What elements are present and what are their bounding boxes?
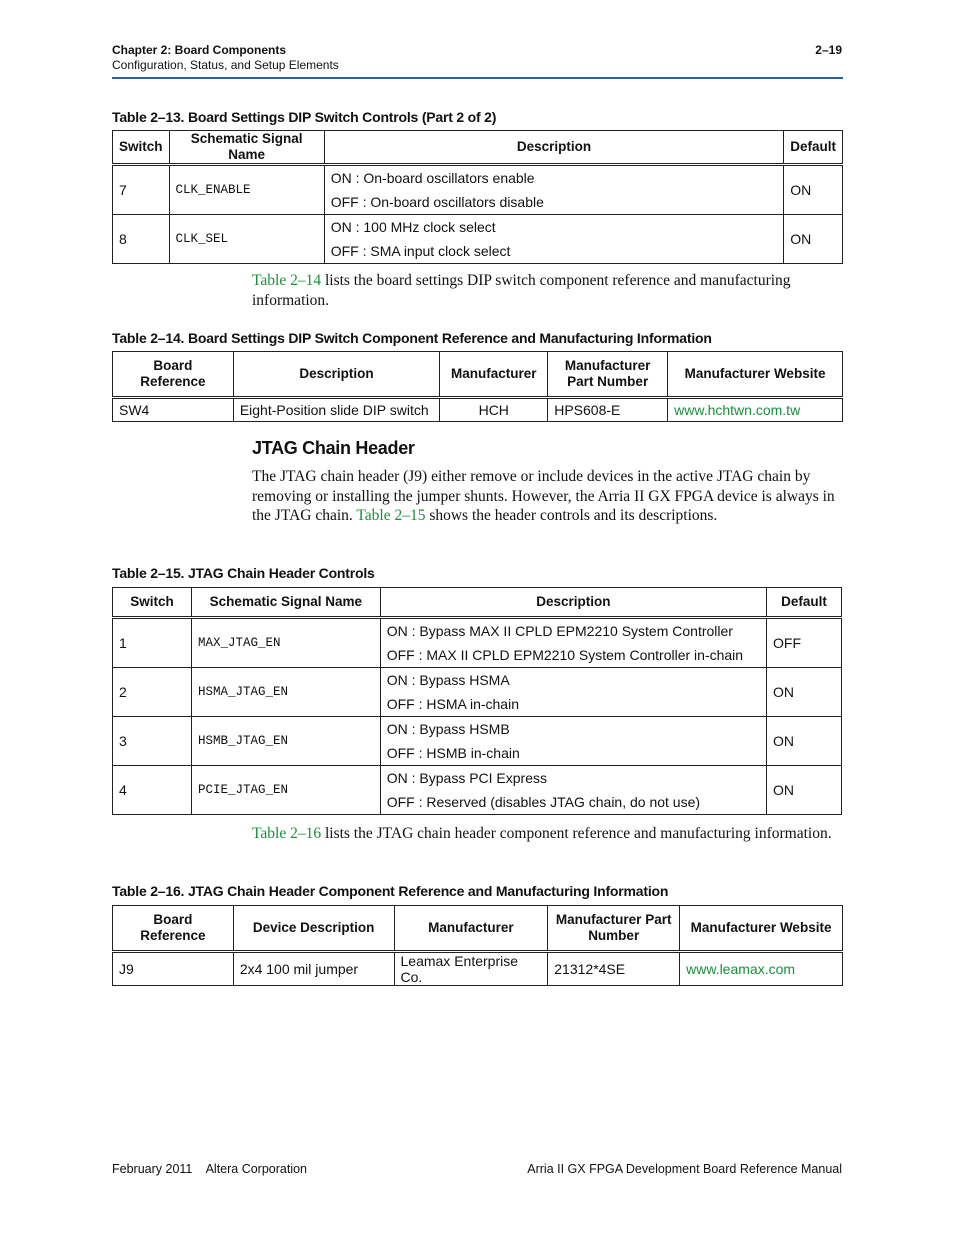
col-header: Manufacturer Part Number <box>548 906 680 952</box>
switch-cell: 3 <box>113 717 192 766</box>
table-row <box>113 766 842 815</box>
table-row <box>113 618 842 668</box>
table-row <box>113 215 843 264</box>
website-cell <box>668 398 843 422</box>
default-cell: ON <box>784 165 843 215</box>
col-header: Manufacturer <box>394 906 548 952</box>
table-2-13 <box>112 130 843 264</box>
table-row <box>113 398 843 422</box>
col-header: Schematic Signal Name <box>191 588 380 618</box>
table-row <box>113 165 843 215</box>
paragraph-jtag-description <box>252 467 844 526</box>
description-cell <box>324 215 784 264</box>
manufacturer-cell: HCH <box>440 398 548 422</box>
table-row <box>113 952 843 986</box>
signal-cell: HSMB_JTAG_EN <box>191 717 380 766</box>
board-reference-cell: J9 <box>113 952 234 986</box>
default-cell: OFF <box>767 618 842 668</box>
manufacturer-cell: Leamax Enterprise Co. <box>394 952 548 986</box>
signal-cell: CLK_SEL <box>169 215 324 264</box>
section-subtitle: Configuration, Status, and Setup Elements <box>112 58 339 72</box>
col-header: Description <box>380 588 766 618</box>
table-caption-2-14: Table 2–14. Board Settings DIP Switch Component Reference and Manufacturing Information <box>112 330 712 346</box>
description-cell <box>380 717 766 766</box>
col-header: Default <box>784 131 843 165</box>
description-cell <box>380 668 766 717</box>
desc-off: OFF : MAX II CPLD EPM2210 System Controller in-chain <box>386 647 744 663</box>
table-2-14 <box>112 351 843 422</box>
part-number-cell: 21312*4SE <box>548 952 680 986</box>
col-header: Manufacturer Part Number <box>548 352 668 398</box>
paragraph-text: The JTAG chain header (J9) either remove or include devices in the active JTAG chain by removing or installing the jumper shunts. However, the Arria II GX FPGA device is always in the JTAG chain. <box>252 468 835 525</box>
switch-cell: 8 <box>113 215 170 264</box>
paragraph-text: lists the board settings DIP switch component reference and manufacturing information. <box>252 272 791 309</box>
website-cell <box>680 952 843 986</box>
table-caption-2-13: Table 2–13. Board Settings DIP Switch Controls (Part 2 of 2) <box>112 109 497 125</box>
col-header: Manufacturer Website <box>680 906 843 952</box>
col-header: Schematic Signal Name <box>169 131 324 165</box>
default-cell: ON <box>767 668 842 717</box>
footer-left: February 2011 Altera Corporation <box>112 1162 308 1176</box>
switch-cell: 1 <box>113 618 192 668</box>
col-header: Manufacturer Website <box>668 352 843 398</box>
default-cell: ON <box>767 717 842 766</box>
switch-cell: 4 <box>113 766 192 815</box>
signal-cell: PCIE_JTAG_EN <box>191 766 380 815</box>
table-2-15 <box>112 587 842 815</box>
table-2-16-link[interactable]: Table 2–16 <box>252 825 322 842</box>
table-2-14-link[interactable]: Table 2–14 <box>252 272 322 289</box>
signal-cell: CLK_ENABLE <box>169 165 324 215</box>
desc-off: OFF : On-board oscillators disable <box>330 194 544 210</box>
signal-cell: MAX_JTAG_EN <box>191 618 380 668</box>
table-caption-2-15: Table 2–15. JTAG Chain Header Controls <box>112 565 375 581</box>
table-2-16 <box>112 905 843 986</box>
desc-on: ON : On-board oscillators enable <box>330 170 535 186</box>
desc-on: ON : Bypass PCI Express <box>386 770 548 786</box>
section-heading: JTAG Chain Header <box>252 438 415 458</box>
col-header: Default <box>767 588 842 618</box>
switch-cell: 7 <box>113 165 170 215</box>
signal-cell: HSMA_JTAG_EN <box>191 668 380 717</box>
col-header: Device Description <box>233 906 394 952</box>
description-cell: Eight-Position slide DIP switch <box>233 398 439 422</box>
desc-on: ON : 100 MHz clock select <box>330 219 496 235</box>
description-cell <box>380 618 766 668</box>
table-row <box>113 717 842 766</box>
col-header: Manufacturer <box>440 352 548 398</box>
desc-off: OFF : Reserved (disables JTAG chain, do not use) <box>386 794 701 810</box>
desc-off: OFF : HSMA in-chain <box>386 696 519 712</box>
col-header: Board Reference <box>113 906 234 952</box>
footer-right: Arria II GX FPGA Development Board Reference Manual <box>527 1162 842 1176</box>
desc-off: OFF : HSMB in-chain <box>386 745 520 761</box>
part-number-cell: HPS608-E <box>548 398 668 422</box>
paragraph-text: lists the JTAG chain header component reference and manufacturing information. <box>321 825 832 842</box>
desc-on: ON : Bypass HSMB <box>386 721 510 737</box>
manufacturer-website-link[interactable]: www.leamax.com <box>686 961 796 977</box>
paragraph-table-2-16-intro <box>252 824 844 844</box>
table-row <box>113 668 842 717</box>
desc-on: ON : Bypass HSMA <box>386 672 510 688</box>
paragraph-text: shows the header controls and its descriptions. <box>425 507 718 525</box>
switch-cell: 2 <box>113 668 192 717</box>
table-2-15-link[interactable]: Table 2–15 <box>356 507 426 525</box>
description-cell <box>380 766 766 815</box>
default-cell: ON <box>767 766 842 815</box>
manufacturer-website-link[interactable]: www.hchtwn.com.tw <box>674 402 801 418</box>
desc-off: OFF : SMA input clock select <box>330 243 511 259</box>
paragraph-table-2-14-intro <box>252 271 844 310</box>
col-header: Switch <box>113 131 170 165</box>
table-caption-2-16: Table 2–16. JTAG Chain Header Component Reference and Manufacturing Information <box>112 883 669 899</box>
page-number: 2–19 <box>815 43 842 57</box>
col-header: Switch <box>113 588 192 618</box>
desc-on: ON : Bypass MAX II CPLD EPM2210 System Controller <box>386 623 733 639</box>
description-cell <box>324 165 784 215</box>
header-rule <box>112 77 843 79</box>
col-header: Description <box>324 131 784 165</box>
col-header: Description <box>233 352 439 398</box>
chapter-title: Chapter 2: Board Components <box>112 43 287 57</box>
col-header: Board Reference <box>113 352 234 398</box>
running-header <box>112 43 339 73</box>
default-cell: ON <box>784 215 843 264</box>
description-cell: 2x4 100 mil jumper <box>233 952 394 986</box>
board-reference-cell: SW4 <box>113 398 234 422</box>
